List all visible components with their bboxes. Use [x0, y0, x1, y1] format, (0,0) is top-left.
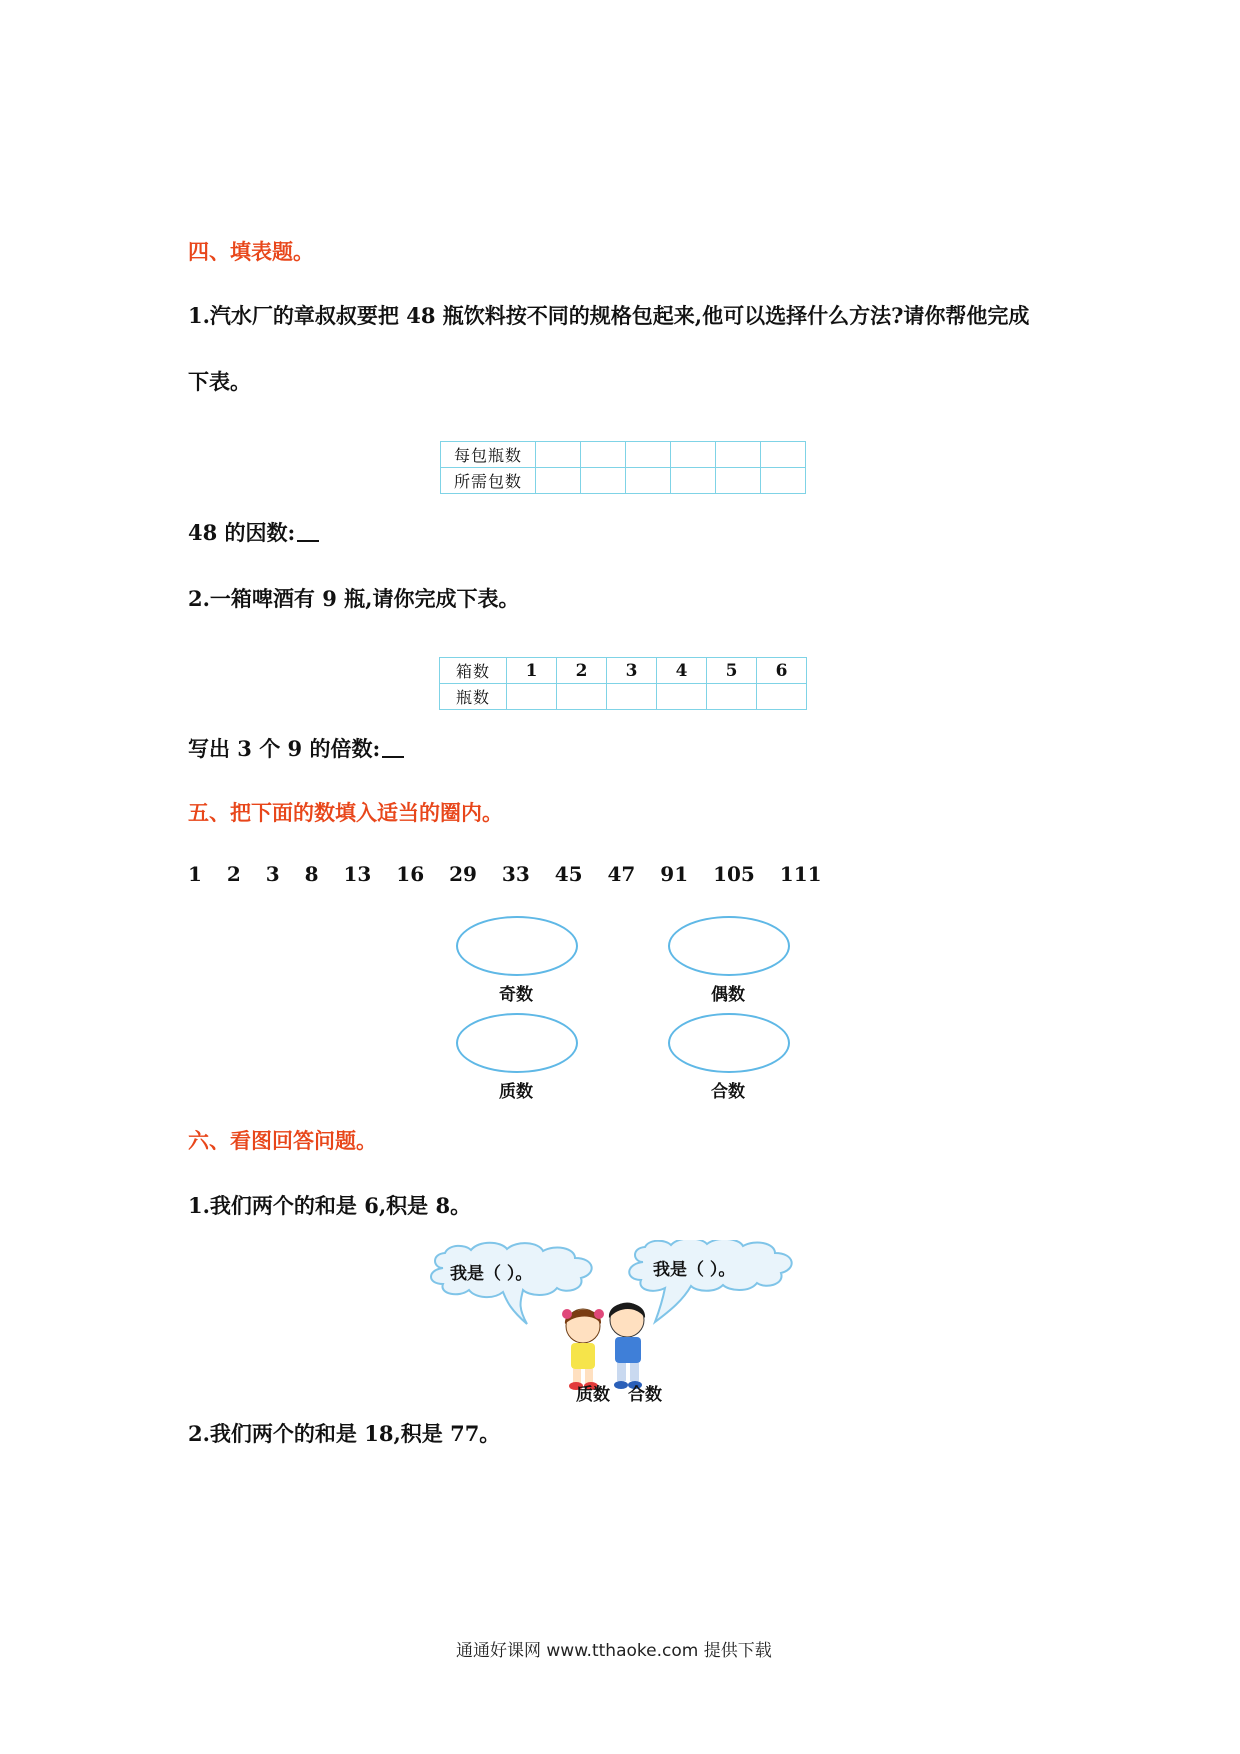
odd-circle[interactable] — [456, 916, 578, 976]
row-label-bottles: 瓶数 — [440, 684, 507, 710]
speech-cloud-right — [629, 1240, 791, 1322]
boy-figure — [609, 1303, 645, 1389]
section4-heading: 四、填表题。 — [188, 239, 314, 264]
even-circle[interactable] — [668, 916, 790, 976]
answer-blank[interactable] — [382, 738, 404, 758]
section5-heading: 五、把下面的数填入适当的圈内。 — [188, 800, 503, 825]
multiples-label: 写出 3 个 9 的倍数: — [188, 736, 381, 761]
question-2-text: 2.一箱啤酒有 9 瓶,请你完成下表。 — [188, 586, 520, 611]
prime-circle[interactable] — [456, 1013, 578, 1073]
factors-label: 48 的因数: — [188, 520, 296, 545]
composite-label: 合数 — [711, 1082, 745, 1102]
table-cell[interactable] — [557, 684, 607, 710]
table-cell[interactable] — [707, 684, 757, 710]
row-label-bottles-per-pack: 每包瓶数 — [441, 442, 536, 468]
boy-label: 合数 — [628, 1385, 662, 1405]
composite-circle[interactable] — [668, 1013, 790, 1073]
section6-heading: 六、看图回答问题。 — [188, 1128, 377, 1153]
girl-figure — [562, 1309, 604, 1390]
column-header: 5 — [707, 658, 757, 684]
question-6-2-text: 2.我们两个的和是 18,积是 77。 — [188, 1421, 501, 1446]
table-cell[interactable] — [671, 442, 716, 468]
table-cell[interactable] — [536, 442, 581, 468]
question-6-1-text: 1.我们两个的和是 6,积是 8。 — [188, 1193, 472, 1218]
answer-blank[interactable] — [297, 522, 319, 542]
table-cell[interactable] — [716, 468, 761, 494]
beer-box-table — [439, 657, 807, 710]
table-cell[interactable] — [536, 468, 581, 494]
girl-label: 质数 — [576, 1385, 610, 1405]
table-cell[interactable] — [761, 442, 806, 468]
row-label-boxes: 箱数 — [440, 658, 507, 684]
multiples-answer-line — [188, 733, 404, 763]
table-cell[interactable] — [757, 684, 807, 710]
footer-text: 通通好课网 www.tthaoke.com 提供下载 — [456, 1641, 772, 1661]
table-cell[interactable] — [657, 684, 707, 710]
table-cell[interactable] — [581, 442, 626, 468]
prime-label: 质数 — [499, 1082, 533, 1102]
column-header: 4 — [657, 658, 707, 684]
question-1-text-cont: 下表。 — [188, 369, 251, 394]
table-cell[interactable] — [507, 684, 557, 710]
table-cell[interactable] — [626, 442, 671, 468]
column-header: 6 — [757, 658, 807, 684]
row-label-packs-needed: 所需包数 — [441, 468, 536, 494]
number-list: 1 2 3 8 13 16 29 33 45 47 91 105 111 — [188, 862, 822, 886]
table-cell[interactable] — [716, 442, 761, 468]
odd-label: 奇数 — [499, 985, 533, 1005]
column-header: 2 — [557, 658, 607, 684]
table-cell[interactable] — [581, 468, 626, 494]
column-header: 3 — [607, 658, 657, 684]
table-cell[interactable] — [761, 468, 806, 494]
factors-answer-line — [188, 517, 319, 547]
column-header: 1 — [507, 658, 557, 684]
table-cell[interactable] — [607, 684, 657, 710]
bottle-package-table — [440, 441, 806, 494]
question-1-text: 1.汽水厂的章叔叔要把 48 瓶饮料按不同的规格包起来,他可以选择什么方法?请你帮他完成 — [188, 303, 1030, 328]
table-cell[interactable] — [671, 468, 716, 494]
speech-text-right: 我是（ ）。 — [653, 1260, 736, 1280]
even-label: 偶数 — [711, 985, 745, 1005]
speech-text-left: 我是（ ）。 — [450, 1264, 533, 1284]
table-cell[interactable] — [626, 468, 671, 494]
